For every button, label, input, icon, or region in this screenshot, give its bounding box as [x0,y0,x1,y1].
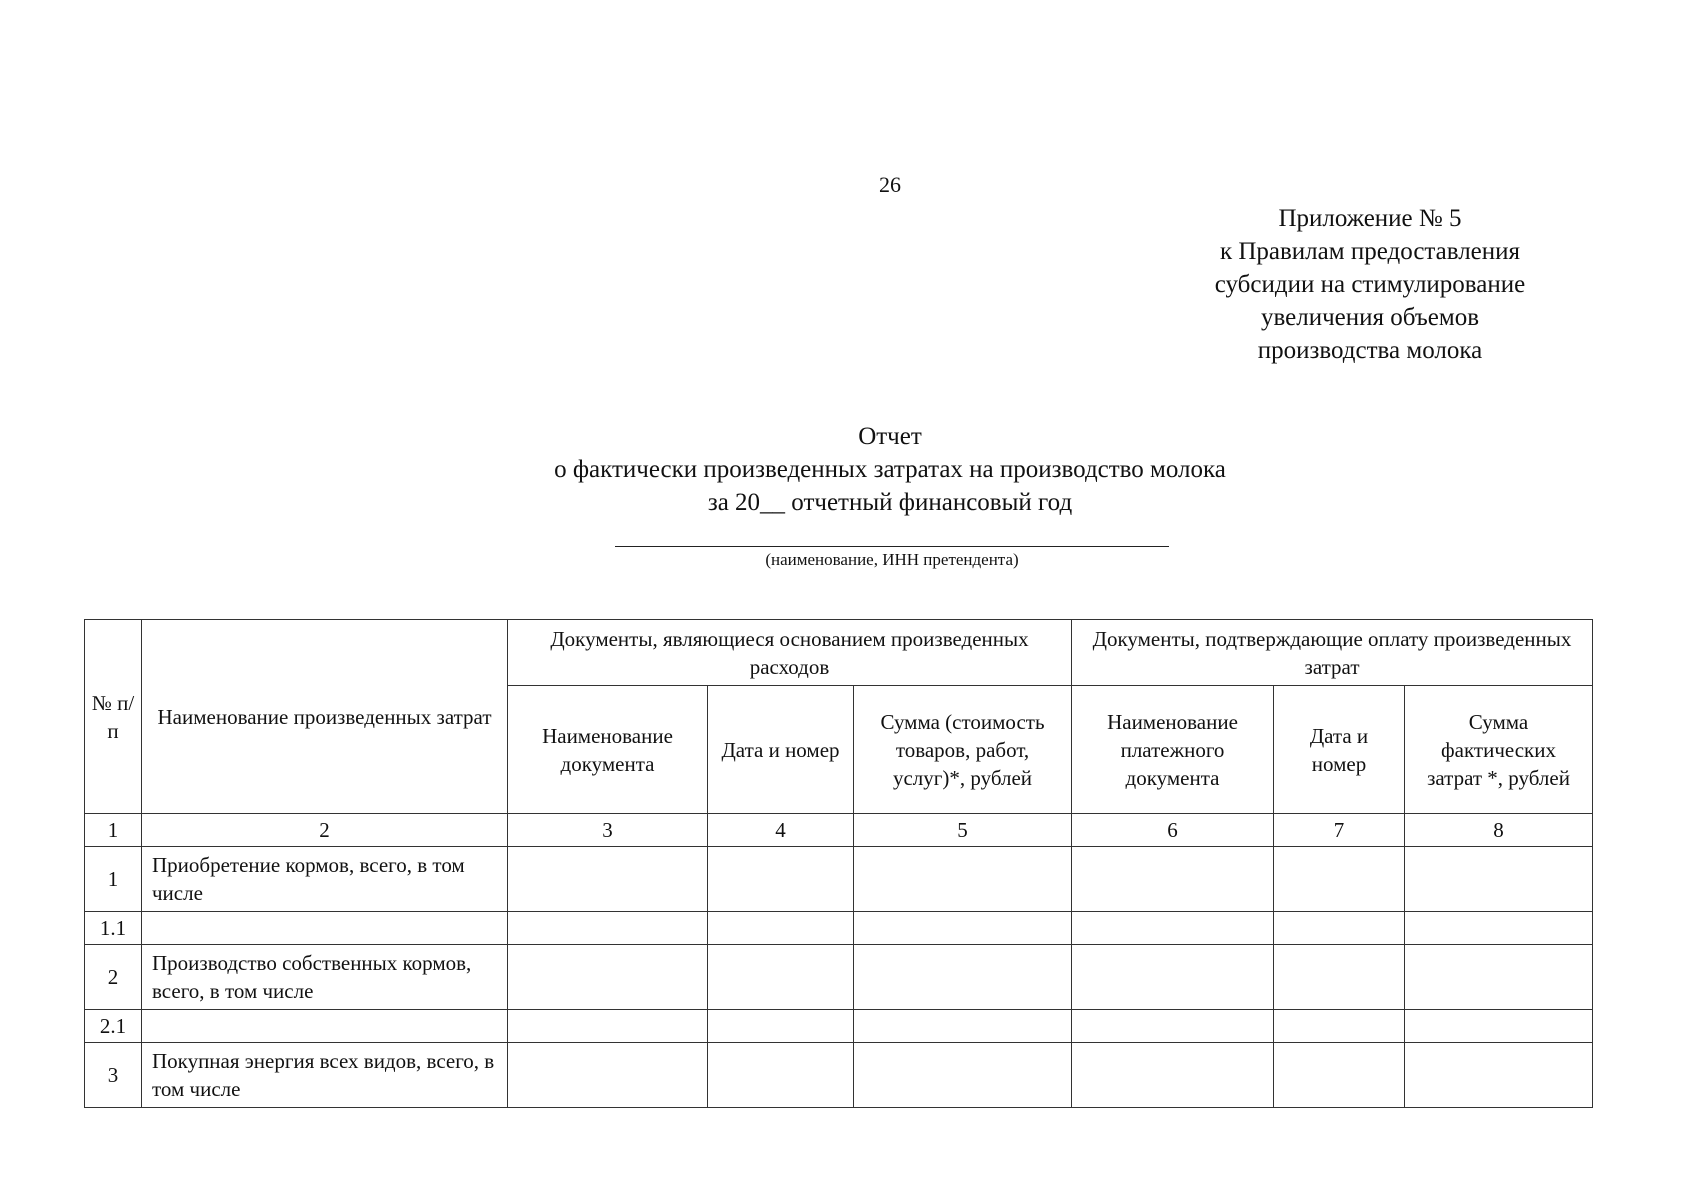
column-number-row [85,814,1593,847]
empty-cell[interactable] [1072,912,1274,945]
header-doc-name: Наименование документа [508,686,708,814]
empty-cell[interactable] [508,945,708,1010]
row-number: 1.1 [85,912,142,945]
row-cost-name[interactable] [142,912,508,945]
empty-cell[interactable] [1405,847,1593,912]
header-basis-documents: Документы, являющиеся основанием произведенных расходов [508,620,1072,686]
applicant-caption: (наименование, ИНН претендента) [765,550,1019,569]
row-cost-name: Приобретение кормов, всего, в том числе [142,847,508,912]
table-row [85,847,1593,912]
empty-cell[interactable] [854,1043,1072,1108]
empty-cell[interactable] [1405,1043,1593,1108]
table-row [85,1043,1593,1108]
header-num: № п/п [85,620,142,814]
appendix-block [1170,202,1570,367]
row-number: 3 [85,1043,142,1108]
page-number: 26 [879,172,901,197]
header-cost-name: Наименование произведенных затрат [142,620,508,814]
column-number: 7 [1274,814,1405,847]
empty-cell[interactable] [508,1043,708,1108]
empty-cell[interactable] [1072,945,1274,1010]
appendix-line: производства молока [1257,337,1483,364]
empty-cell[interactable] [854,1010,1072,1043]
table-row [85,912,1593,945]
row-number: 1 [85,847,142,912]
table-row [85,1010,1593,1043]
appendix-line: увеличения объемов [1260,304,1480,331]
column-number: 6 [1072,814,1274,847]
empty-cell[interactable] [1274,912,1405,945]
empty-cell[interactable] [708,847,854,912]
empty-cell[interactable] [854,847,1072,912]
empty-cell[interactable] [1072,847,1274,912]
empty-cell[interactable] [854,912,1072,945]
header-doc-date: Дата и номер [708,686,854,814]
empty-cell[interactable] [1072,1043,1274,1108]
header-payment-documents: Документы, подтверждающие оплату произведенных затрат [1072,620,1593,686]
empty-cell[interactable] [708,1043,854,1108]
empty-cell[interactable] [1274,945,1405,1010]
empty-cell[interactable] [508,847,708,912]
column-number: 4 [708,814,854,847]
empty-cell[interactable] [708,945,854,1010]
empty-cell[interactable] [508,1010,708,1043]
empty-cell[interactable] [708,912,854,945]
empty-cell[interactable] [1274,1010,1405,1043]
empty-cell[interactable] [1274,1043,1405,1108]
column-number: 1 [85,814,142,847]
appendix-line: субсидии на стимулирование [1214,271,1526,298]
appendix-line: к Правилам предоставления [1219,238,1521,265]
table-row [85,945,1593,1010]
empty-cell[interactable] [1405,945,1593,1010]
empty-cell[interactable] [1072,1010,1274,1043]
applicant-fill-line[interactable] [615,546,1169,547]
appendix-line: Приложение № 5 [1278,205,1462,232]
empty-cell[interactable] [508,912,708,945]
column-number: 3 [508,814,708,847]
row-cost-name: Производство собственных кормов, всего, в том числе [142,945,508,1010]
column-number: 8 [1405,814,1593,847]
empty-cell[interactable] [1274,847,1405,912]
row-cost-name[interactable] [142,1010,508,1043]
empty-cell[interactable] [1405,1010,1593,1043]
column-number: 5 [854,814,1072,847]
row-cost-name: Покупная энергия всех видов, всего, в том числе [142,1043,508,1108]
empty-cell[interactable] [708,1010,854,1043]
header-doc-sum: Сумма (стоимость товаров, работ, услуг)*, рублей [854,686,1072,814]
header-pay-name: Наименование платежного документа [1072,686,1274,814]
expense-report-table [84,619,1593,1108]
report-title-line: за 20__ отчетный финансовый год [707,489,1073,516]
column-number: 2 [142,814,508,847]
header-pay-date: Дата и номер [1274,686,1405,814]
row-number: 2 [85,945,142,1010]
report-title-line: Отчет [858,423,922,450]
empty-cell[interactable] [1405,912,1593,945]
header-pay-sum: Сумма фактических затрат *, рублей [1405,686,1593,814]
report-title [0,420,1697,519]
report-title-line: о фактически произведенных затратах на производство молока [554,456,1226,483]
row-number: 2.1 [85,1010,142,1043]
empty-cell[interactable] [854,945,1072,1010]
